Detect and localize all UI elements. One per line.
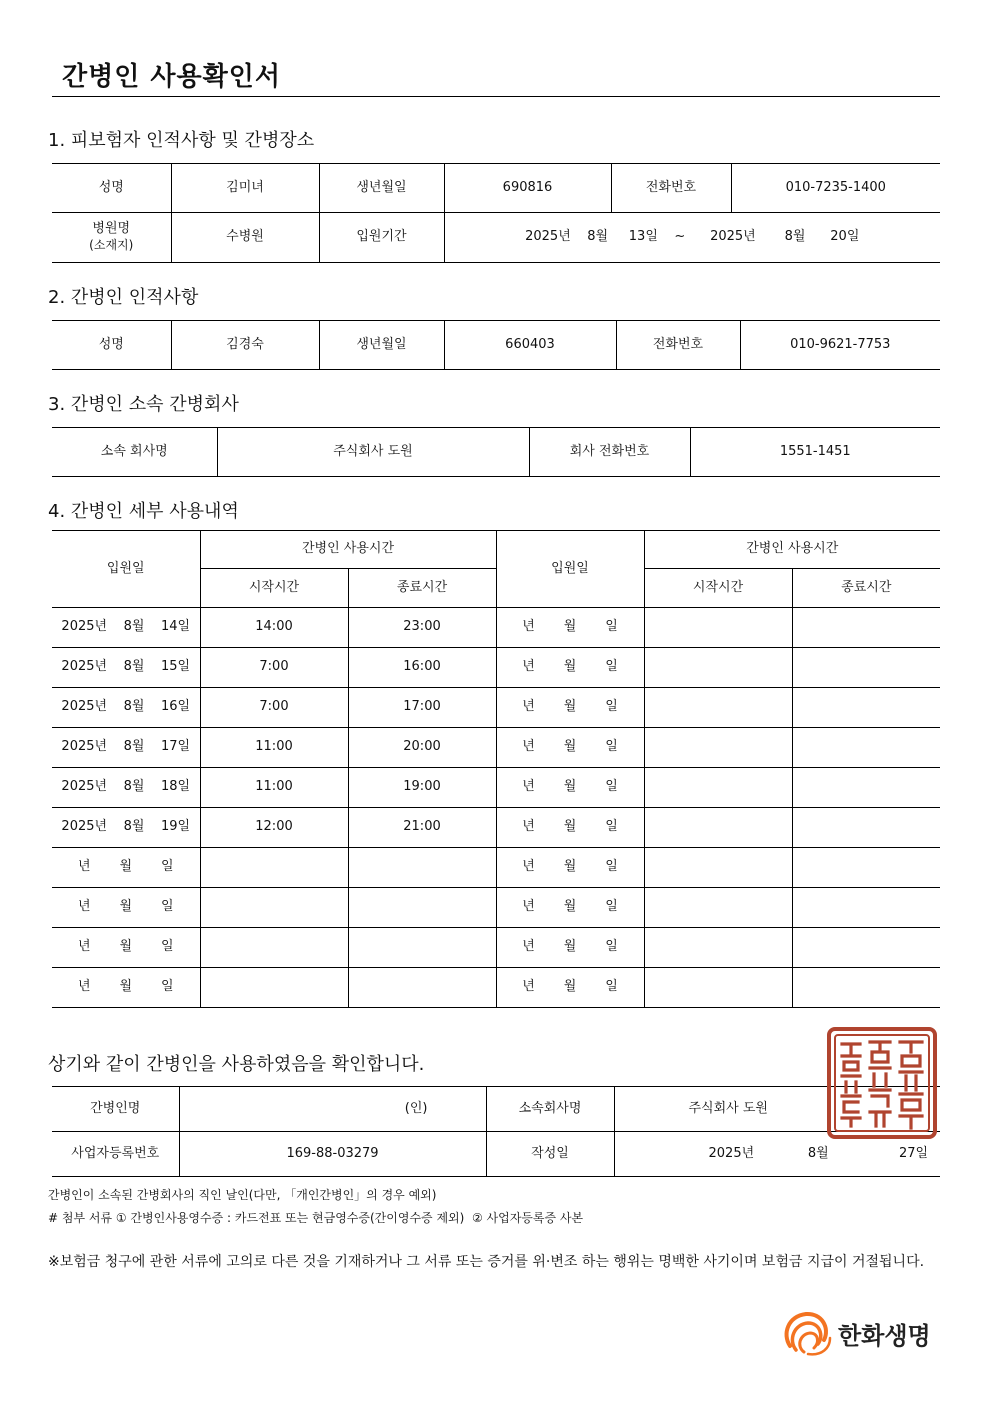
sign-company-name: 주식회사 도원 xyxy=(614,1087,940,1132)
usage-date-right: 년 월 일 xyxy=(496,768,644,808)
usage-row xyxy=(52,808,940,848)
usage-start-right xyxy=(644,688,792,728)
page-title: 간병인 사용확인서 xyxy=(62,62,281,92)
usage-start-header-left: 시작시간 xyxy=(200,569,348,608)
usage-end-right xyxy=(792,608,940,648)
usage-date-right: 년 월 일 xyxy=(496,648,644,688)
usage-row xyxy=(52,768,940,808)
hospital-label-main: 병원명 xyxy=(92,221,131,237)
usage-end-right xyxy=(792,728,940,768)
company-info-table xyxy=(52,427,940,477)
usage-start-right xyxy=(644,888,792,928)
write-date-label: 작성일 xyxy=(486,1132,614,1177)
usage-date-right: 년 월 일 xyxy=(496,688,644,728)
usage-row xyxy=(52,888,940,928)
usage-start-right xyxy=(644,608,792,648)
usage-start-left: 14:00 xyxy=(200,608,348,648)
period-label: 입원기간 xyxy=(319,213,444,263)
usage-date-header-left: 입원일 xyxy=(52,531,200,608)
usage-start-right xyxy=(644,768,792,808)
usage-date-left: 년 월 일 xyxy=(52,848,200,888)
caregiver-birth: 660403 xyxy=(444,321,616,370)
usage-start-left: 11:00 xyxy=(200,728,348,768)
usage-start-header-right: 시작시간 xyxy=(644,569,792,608)
note-seal-instruction: 간병인이 소속된 간병회사의 직인 날인(다만, 「개인간병인」의 경우 예외) xyxy=(48,1188,437,1202)
usage-end-right xyxy=(792,808,940,848)
title-divider xyxy=(52,96,940,97)
caregiver-name-label: 성명 xyxy=(52,321,171,370)
bizno: 169-88-03279 xyxy=(179,1132,486,1177)
usage-row xyxy=(52,608,940,648)
usage-time-header-right: 간병인 사용시간 xyxy=(644,531,940,569)
usage-end-left xyxy=(348,888,496,928)
hospital-label xyxy=(52,213,171,263)
company-seal-stamp xyxy=(826,1026,938,1140)
usage-row xyxy=(52,648,940,688)
usage-row xyxy=(52,928,940,968)
insured-phone-label: 전화번호 xyxy=(611,164,731,213)
caregiver-name: 김경숙 xyxy=(171,321,319,370)
usage-start-left xyxy=(200,888,348,928)
usage-date-left: 년 월 일 xyxy=(52,888,200,928)
signature-table xyxy=(52,1086,940,1177)
write-date: 2025년 8월 27일 xyxy=(614,1132,940,1177)
usage-start-left xyxy=(200,848,348,888)
usage-end-left: 17:00 xyxy=(348,688,496,728)
usage-end-left xyxy=(348,928,496,968)
usage-date-left: 2025년 8월 19일 xyxy=(52,808,200,848)
usage-date-header-right: 입원일 xyxy=(496,531,644,608)
usage-row xyxy=(52,848,940,888)
brand-name: 한화생명 xyxy=(838,1322,931,1350)
caregiver-phone: 010-9621-7753 xyxy=(740,321,940,370)
insured-info-table xyxy=(52,163,940,263)
usage-date-left: 2025년 8월 15일 xyxy=(52,648,200,688)
usage-end-left: 23:00 xyxy=(348,608,496,648)
usage-end-header-left: 종료시간 xyxy=(348,569,496,608)
company-phone: 1551-1451 xyxy=(690,428,940,477)
caregiver-sign-field xyxy=(179,1087,486,1132)
usage-start-left: 7:00 xyxy=(200,688,348,728)
usage-end-header-right: 종료시간 xyxy=(792,569,940,608)
insured-name-label: 성명 xyxy=(52,164,171,213)
section-1-heading: 1. 피보험자 인적사항 및 간병장소 xyxy=(48,130,315,151)
hanwha-logo-icon xyxy=(778,1306,834,1362)
company-phone-label: 회사 전화번호 xyxy=(529,428,690,477)
usage-end-right xyxy=(792,648,940,688)
caregiver-phone-label: 전화번호 xyxy=(616,321,740,370)
section-2-heading: 2. 간병인 인적사항 xyxy=(48,287,199,308)
insured-phone: 010-7235-1400 xyxy=(731,164,940,213)
usage-date-right: 년 월 일 xyxy=(496,888,644,928)
usage-end-left xyxy=(348,968,496,1008)
insured-birth-label: 생년월일 xyxy=(319,164,444,213)
hospital-name: 수병원 xyxy=(171,213,319,263)
company-name: 주식회사 도원 xyxy=(217,428,529,477)
usage-start-left: 12:00 xyxy=(200,808,348,848)
usage-end-right xyxy=(792,848,940,888)
caregiver-sign-label: 간병인명 xyxy=(52,1087,179,1132)
usage-table xyxy=(52,530,940,1008)
usage-start-left xyxy=(200,928,348,968)
usage-start-right xyxy=(644,928,792,968)
usage-date-left: 2025년 8월 17일 xyxy=(52,728,200,768)
usage-end-left: 20:00 xyxy=(348,728,496,768)
section-3-heading: 3. 간병인 소속 간병회사 xyxy=(48,394,239,415)
insured-birth: 690816 xyxy=(444,164,611,213)
usage-date-right: 년 월 일 xyxy=(496,608,644,648)
hospital-label-sub: (소재지) xyxy=(89,238,134,253)
usage-start-right xyxy=(644,968,792,1008)
usage-date-left: 2025년 8월 16일 xyxy=(52,688,200,728)
usage-end-left: 16:00 xyxy=(348,648,496,688)
usage-end-right xyxy=(792,768,940,808)
company-name-label: 소속 회사명 xyxy=(52,428,217,477)
section-4-heading: 4. 간병인 세부 사용내역 xyxy=(48,501,239,522)
usage-end-right xyxy=(792,888,940,928)
sign-company-label: 소속회사명 xyxy=(486,1087,614,1132)
usage-row xyxy=(52,968,940,1008)
insured-name: 김미녀 xyxy=(171,164,319,213)
usage-date-right: 년 월 일 xyxy=(496,928,644,968)
usage-end-left: 21:00 xyxy=(348,808,496,848)
usage-rows xyxy=(52,608,940,1008)
usage-start-left: 11:00 xyxy=(200,768,348,808)
usage-start-right xyxy=(644,848,792,888)
usage-time-header-left: 간병인 사용시간 xyxy=(200,531,496,569)
admission-period: 2025년 8월 13일 ~ 2025년 8월 20일 xyxy=(444,213,940,263)
fraud-warning: ※보험금 청구에 관한 서류에 고의로 다른 것을 기재하거나 그 서류 또는 증거를 위·변조 하는 행위는 명백한 사기이며 보험금 지급이 거절됩니다. xyxy=(48,1254,925,1270)
caregiver-info-table xyxy=(52,320,940,370)
bizno-label: 사업자등록번호 xyxy=(52,1132,179,1177)
usage-start-right xyxy=(644,728,792,768)
usage-row xyxy=(52,688,940,728)
usage-end-left: 19:00 xyxy=(348,768,496,808)
usage-end-right xyxy=(792,928,940,968)
caregiver-birth-label: 생년월일 xyxy=(319,321,444,370)
usage-start-left: 7:00 xyxy=(200,648,348,688)
usage-date-left: 년 월 일 xyxy=(52,968,200,1008)
confirmation-text: 상기와 같이 간병인을 사용하였음을 확인합니다. xyxy=(48,1054,425,1075)
usage-end-left xyxy=(348,848,496,888)
usage-start-left xyxy=(200,968,348,1008)
usage-start-right xyxy=(644,808,792,848)
note-attachments: # 첨부 서류 ① 간병인사용영수증 : 카드전표 또는 현금영수증(간이영수증 제외) ② 사업자등록증 사본 xyxy=(48,1211,584,1225)
usage-end-right xyxy=(792,968,940,1008)
usage-date-right: 년 월 일 xyxy=(496,728,644,768)
usage-date-right: 년 월 일 xyxy=(496,848,644,888)
usage-date-left: 년 월 일 xyxy=(52,928,200,968)
usage-date-right: 년 월 일 xyxy=(496,968,644,1008)
usage-row xyxy=(52,728,940,768)
seal-mark: (인) xyxy=(404,1100,428,1116)
usage-date-left: 2025년 8월 14일 xyxy=(52,608,200,648)
usage-start-right xyxy=(644,648,792,688)
usage-date-right: 년 월 일 xyxy=(496,808,644,848)
usage-date-left: 2025년 8월 18일 xyxy=(52,768,200,808)
usage-end-right xyxy=(792,688,940,728)
